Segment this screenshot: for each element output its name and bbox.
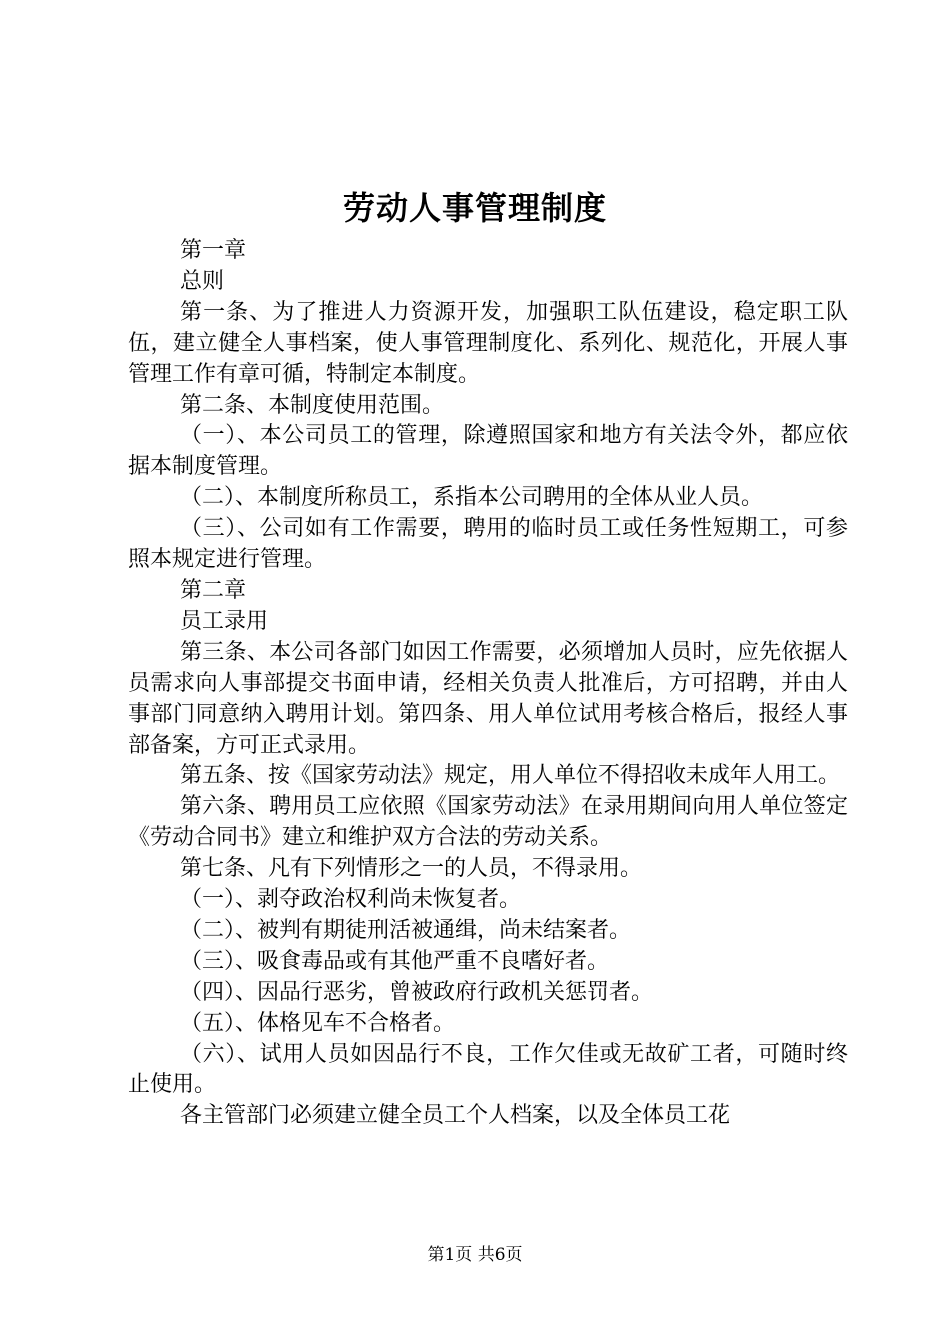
clause-paragraph: （四）、因品行恶劣，曾被政府行政机关惩罚者。	[180, 979, 654, 1005]
chapter-heading: 第二章	[180, 577, 247, 603]
article-paragraph: 第二条、本制度使用范围。	[180, 392, 445, 418]
clause-paragraph: （二）、被判有期徒刑活被通缉，尚未结案者。	[180, 917, 632, 943]
clause-paragraph: （三）、公司如有工作需要，聘用的临时员工或任务性短期工，可参照本规定进行管理。	[128, 516, 848, 573]
article-paragraph: 第五条、按《国家劳动法》规定，用人单位不得招收未成年人用工。	[180, 763, 841, 789]
article-paragraph: 第七条、凡有下列情形之一的人员，不得录用。	[180, 856, 643, 882]
clause-paragraph: （五）、体格见车不合格者。	[180, 1010, 456, 1036]
chapter-heading: 第一章	[180, 238, 247, 263]
clause-paragraph: （一）、剥夺政治权利尚未恢复者。	[180, 887, 522, 913]
clause-paragraph: （三）、吸食毒品或有其他严重不良嗜好者。	[180, 948, 610, 974]
clause-paragraph: （二）、本制度所称员工，系指本公司聘用的全体从业人员。	[180, 485, 764, 511]
article-paragraph: 第三条、本公司各部门如因工作需要，必须增加人员时，应先依据人员需求向人事部提交书面申请，经相关负责人批准后，方可招聘，并由人事部门同意纳入聘用计划。第四条、用人单位试用考核合格后，报经人事部备案，方可正式录用。	[128, 639, 848, 758]
article-paragraph: 各主管部门必须建立健全员工个人档案，以及全体员工花	[180, 1103, 731, 1129]
article-paragraph: 第一条、为了推进人力资源开发，加强职工队伍建设，稳定职工队伍，建立健全人事档案，使人事管理制度化、系列化、规范化，开展人事管理工作有章可循，特制定本制度。	[128, 299, 848, 387]
page-footer: 第1页 共6页	[427, 1245, 523, 1265]
chapter-title: 员工录用	[180, 608, 269, 634]
document-title: 劳动人事管理制度	[342, 189, 607, 227]
clause-paragraph: （六）、试用人员如因品行不良，工作欠佳或无故矿工者，可随时终止使用。	[128, 1041, 848, 1098]
article-paragraph: 第六条、聘用员工应依照《国家劳动法》在录用期间向用人单位签定《劳动合同书》建立和维护双方合法的劳动关系。	[128, 794, 848, 851]
document-body	[128, 236, 848, 1132]
clause-paragraph: （一）、本公司员工的管理，除遵照国家和地方有关法令外，都应依据本制度管理。	[128, 423, 848, 480]
chapter-title: 总则	[180, 268, 225, 294]
